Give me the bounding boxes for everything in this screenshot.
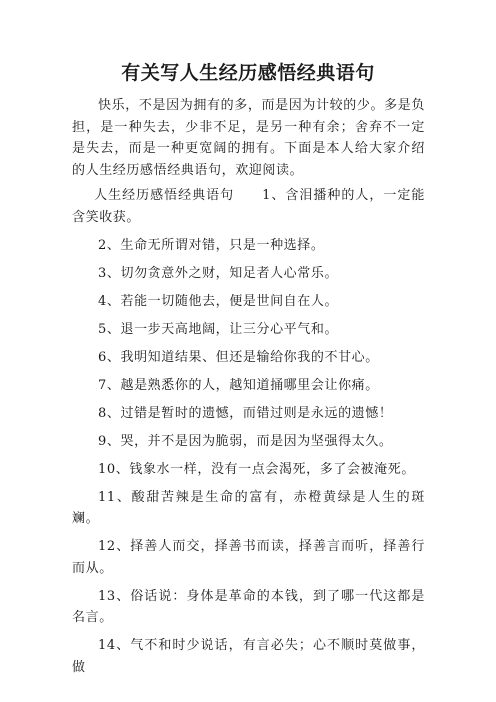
quote-item: 11、酸甜苦辣是生命的富有，赤橙黄绿是人生的斑斓。	[72, 489, 425, 526]
quote-item: 10、钱象水一样，没有一点会渴死，多了会被淹死。	[98, 461, 415, 477]
quote-item: 2、生命无所谓对错，只是一种选择。	[98, 237, 325, 253]
quote-item: 7、越是熟悉你的人，越知道捅哪里会让你痛。	[98, 377, 379, 393]
quote-item: 12、择善人而交，择善书而读，择善言而听，择善行而从。	[72, 539, 425, 576]
section-first-line	[72, 185, 425, 228]
quote-item: 3、切勿贪意外之财，知足者人心常乐。	[98, 265, 339, 281]
quote-item: 8、过错是暂时的遗憾，而错过则是永远的遗憾！	[98, 405, 393, 421]
quote-item: 5、退一步天高地阔，让三分心平气和。	[98, 321, 339, 337]
quote-item: 14、气不和时少说话，有言必失；心不顺时莫做事，做	[72, 638, 425, 675]
quote-item: 4、若能一切随他去，便是世间自在人。	[98, 293, 339, 309]
page-title: 有关写人生经历感悟经典语句	[121, 62, 375, 84]
document-body	[72, 95, 425, 685]
quote-item: 13、俗话说：身体是革命的本钱，到了哪一代这都是名言。	[72, 588, 425, 625]
quote-item: 9、哭，并不是因为脆弱，而是因为坚强得太久。	[98, 433, 393, 449]
intro-paragraph: 快乐，不是因为拥有的多，而是因为计较的少。多是负担，是一种失去，少非不足，是另一种有余；舍弃不一定是失去，而是一种更宽阔的拥有。下面是本人给大家介绍的人生经历感悟经典语句，欢迎阅读。	[72, 98, 425, 178]
quote-item: 1、含泪播种的人，一定能含笑收获。	[72, 188, 425, 225]
section-heading: 人生经历感悟经典语句	[94, 188, 235, 203]
quote-item: 6、我明知道结果、但还是输给你我的不甘心。	[98, 349, 379, 365]
